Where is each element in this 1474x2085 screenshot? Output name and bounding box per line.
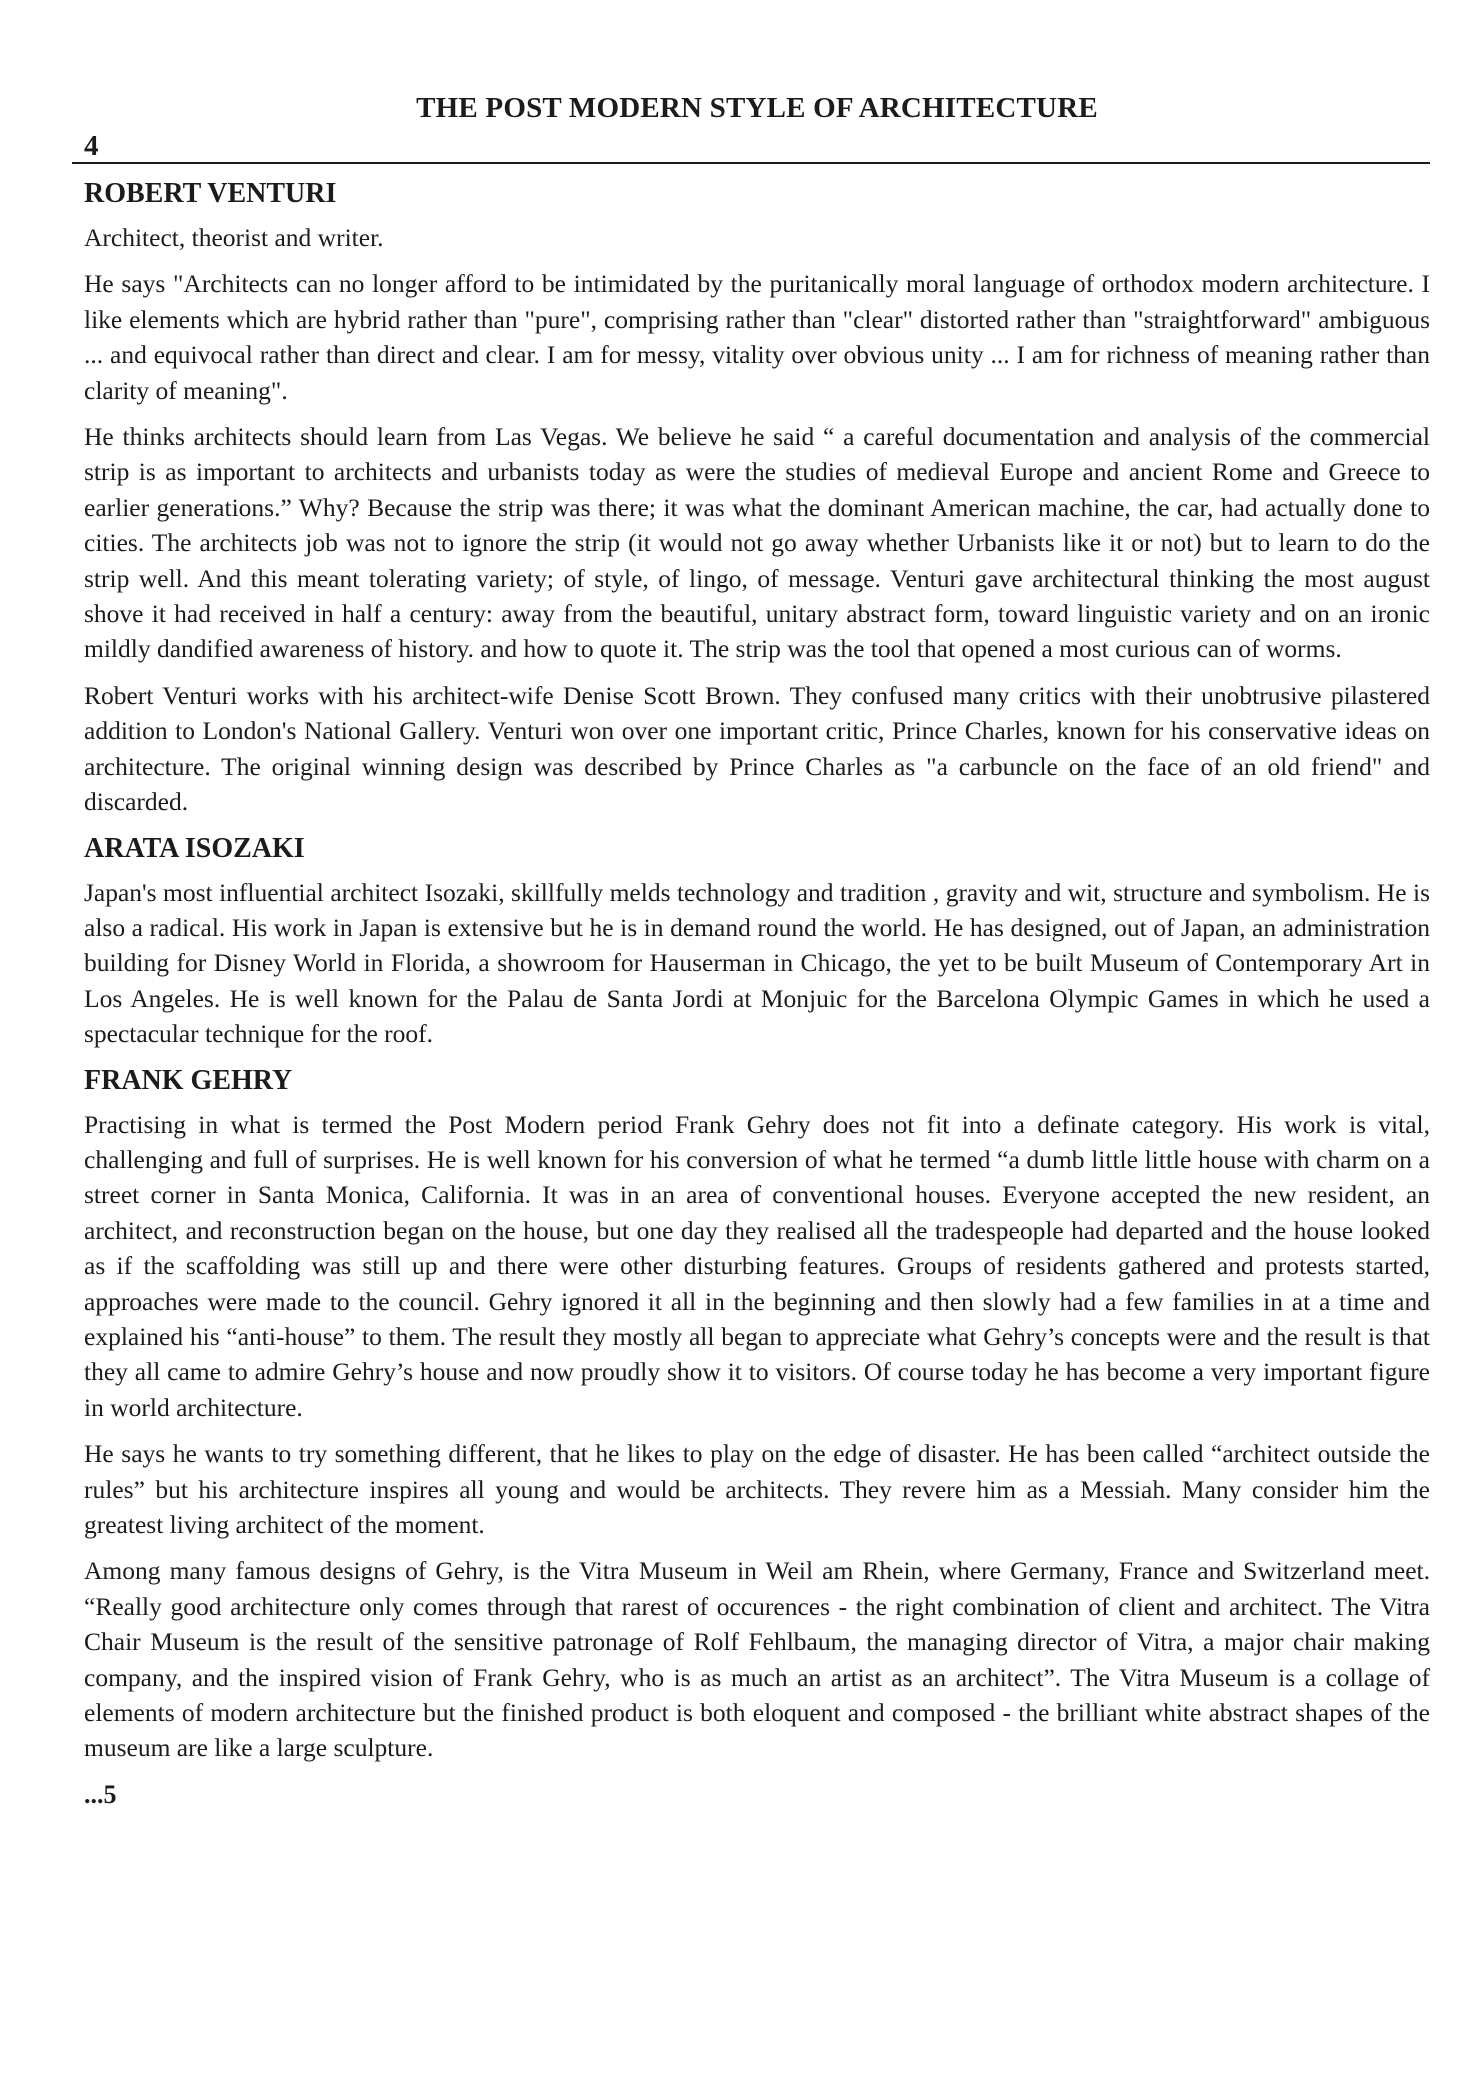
header-rule	[72, 162, 1430, 164]
paragraph: He says "Architects can no longer afford to be intimidated by the puritanically moral language of orthodox modern architecture. I like elements which are hybrid rather than "pure", comprising rather than "clear" distorted rather than "straightforward" ambiguous ... and equivocal rather than direct and clear. I am for messy, vitality over obvious unity ... I am for richness of meaning rather than clarity of meaning".	[84, 269, 1430, 405]
section-heading: ROBERT VENTURI	[84, 178, 337, 209]
paragraph: Robert Venturi works with his architect-wife Denise Scott Brown. They confused many critics with their unobtrusive pilastered addition to London's National Gallery. Venturi won over one important critic, Prince Charles, known for his conservative ideas on architecture. The original winning design was described by Prince Charles as "a carbuncle on the face of an old friend" and discarded.	[84, 680, 1430, 817]
document-page	[84, 0, 1430, 2085]
paragraph: Among many famous designs of Gehry, is the Vitra Museum in Weil am Rhein, where Germany, France and Switzerland meet. “Really good architecture only comes through that rarest of occurences - the right combination of client and architect. The Vitra Chair Museum is the result of the sensitive patronage of Rolf Fehlbaum, the managing director of Vitra, a major chair making company, and the inspired vision of Frank Gehry, who is as much an artist as an architect”. The Vitra Museum is a collage of elements of modern architecture but the finished product is both eloquent and composed - the brilliant white abstract shapes of the museum are like a large sculpture.	[84, 1556, 1430, 1763]
paragraph: He says he wants to try something different, that he likes to play on the edge of disaster. He has been called “architect outside the rules” but his architecture inspires all young and would be architects. They revere him as a Messiah. Many consider him the greatest living architect of the moment.	[84, 1439, 1430, 1539]
section-robert-venturi	[84, 176, 1430, 820]
paragraph: Architect, theorist and writer.	[84, 223, 384, 252]
section-heading: ARATA ISOZAKI	[84, 832, 305, 864]
paragraph: He thinks architects should learn from Las Vegas. We believe he said “ a careful documentation and analysis of the commercial strip is as important to architects and urbanists today as were the studies of medieval Europe and ancient Rome and Greece to earlier generations.” Why? Because the strip was there; it was what the dominant American machine, the car, had actually done to cities. The architects job was not to ignore the strip (it would not go away whether Urbanists like it or not) but to learn to do the strip well. And this meant tolerating variety; of style, of lingo, of message. Venturi gave architectural thinking the most august shove it had received in half a century: away from the beautiful, unitary abstract form, toward linguistic variety and on an ironic mildly dandified awareness of history. and how to quote it. The strip was the tool that opened a most curious can of worms.	[84, 422, 1430, 664]
page-number: 4	[84, 130, 99, 162]
section-heading: FRANK GEHRY	[84, 1064, 293, 1096]
section-frank-gehry	[84, 1063, 1430, 1766]
continuation-marker: ...5	[84, 1779, 117, 1809]
paragraph: Practising in what is termed the Post Modern period Frank Gehry does not fit into a definate category. His work is vital, challenging and full of surprises. He is well known for his conversion of what he termed “a dumb little little house with charm on a street corner in Santa Monica, California. It was in an area of conventional houses. Everyone accepted the new resident, an architect, and reconstruction began on the house, but one day they realised all the tradespeople had departed and the house looked as if the scaffolding was still up and there were other disturbing features. Groups of residents gathered and protests started, approaches were made to the council. Gehry ignored it all in the beginning and then slowly had a few families in at a time and explained his “anti-house” to them. The result they mostly all began to appreciate what Gehry’s concepts were and the result is that they all came to admire Gehry’s house and now proudly show it to visitors. Of course today he has become a very important figure in world architecture.	[84, 1109, 1430, 1422]
running-title: THE POST MODERN STYLE OF ARCHITECTURE	[416, 92, 1098, 124]
section-arata-isozaki	[84, 831, 1430, 1052]
body-text	[84, 176, 1430, 1813]
paragraph: Japan's most influential architect Isozaki, skillfully melds technology and tradition , gravity and wit, structure and symbolism. He is also a radical. His work in Japan is extensive but he is in demand round the world. He has designed, out of Japan, an administration building for Disney World in Florida, a showroom for Hauserman in Chicago, the yet to be built Museum of Contemporary Art in Los Angeles. He is well known for the Palau de Santa Jordi at Monjuic for the Barcelona Olympic Games in which he used a spectacular technique for the roof.	[84, 877, 1430, 1049]
